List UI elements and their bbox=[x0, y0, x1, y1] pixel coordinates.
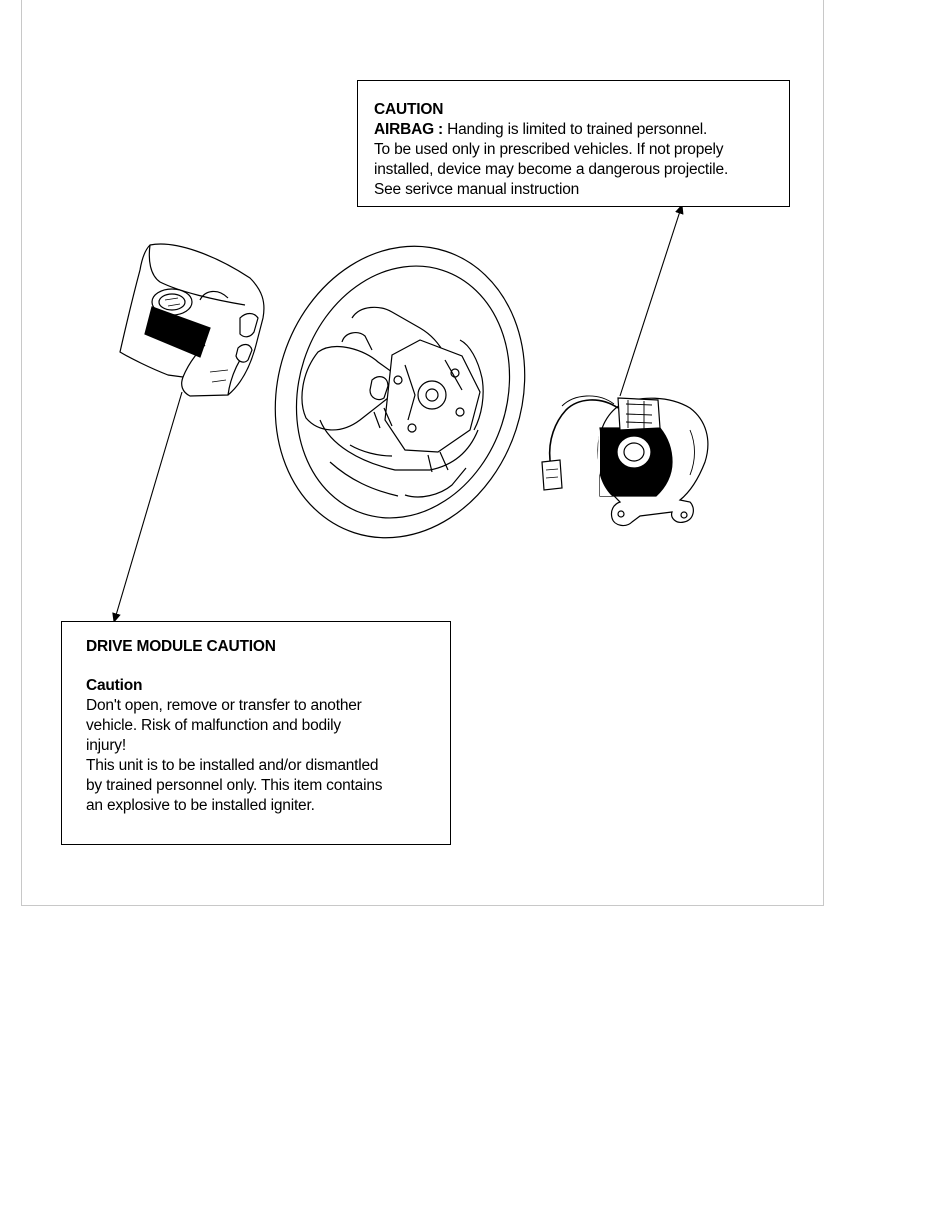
airbag-caution-line-1-text: Handing is limited to trained personnel. bbox=[447, 121, 708, 138]
drive-module-caution-line-6: an explosive to be installed igniter. bbox=[86, 797, 315, 814]
airbag-caution-line-3: installed, device may become a dangerous projectile. bbox=[374, 161, 729, 178]
airbag-caution-line-4: See serivce manual instruction bbox=[374, 181, 580, 198]
drive-module-caution-subtitle: Caution bbox=[86, 677, 143, 694]
airbag-module bbox=[120, 244, 264, 396]
steering-wheel bbox=[238, 214, 562, 571]
drive-module-caution-line-5: by trained personnel only. This item contains bbox=[86, 777, 383, 794]
drive-module-caution-line-2: vehicle. Risk of malfunction and bodily bbox=[86, 717, 341, 734]
clock-spring bbox=[542, 396, 708, 526]
drive-module-caution-line-3: injury! bbox=[86, 737, 126, 754]
drive-module-leader-line bbox=[114, 392, 182, 622]
drive-module-caution-line-1: Don't open, remove or transfer to another bbox=[86, 697, 362, 714]
airbag-caution-line-2: To be used only in prescribed vehicles. If not propely bbox=[374, 141, 724, 158]
airbag-caution-label bbox=[357, 80, 790, 207]
drive-module-caution-line-4: This unit is to be installed and/or dismantled bbox=[86, 757, 379, 774]
drive-module-caution-label bbox=[61, 621, 451, 845]
airbag-caution-line-1 bbox=[374, 120, 789, 140]
airbag-caution-title: CAUTION bbox=[374, 101, 444, 118]
drive-module-caution-title: DRIVE MODULE CAUTION bbox=[86, 638, 276, 655]
airbag-prefix: AIRBAG : bbox=[374, 121, 444, 138]
airbag-leader-line bbox=[620, 205, 682, 396]
